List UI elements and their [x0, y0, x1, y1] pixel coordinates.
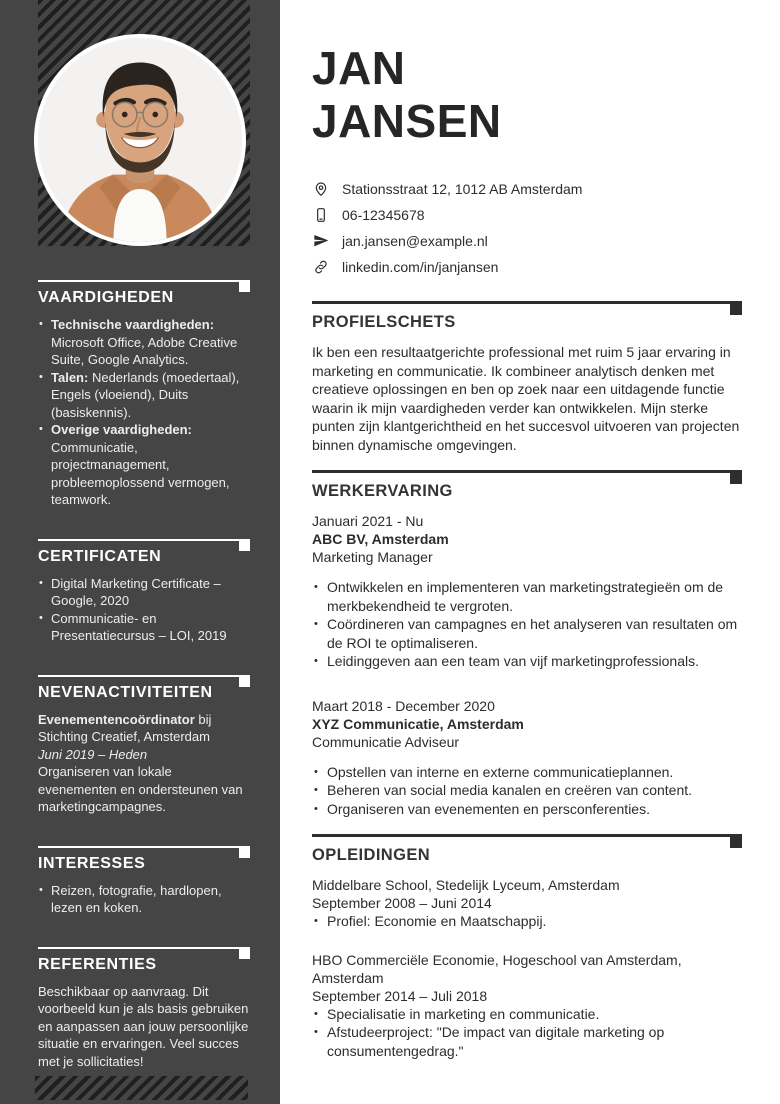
list-item: • Organiseren van evenementen en persconferenties. — [312, 800, 742, 819]
phone-icon — [312, 206, 329, 223]
profile-text: Ik ben een resultaatgerichte professional met ruim 5 jaar ervaring in marketing en communicatie. Ik combineer analytisch denken met creatieve oplossingen en ben op zoek naar een uitdagende functie waarin ik mijn vaardigheden verder kan ontwikkelen. Mijn sterke punten zijn klantgerichtheid en het succesvol uitvoeren van projecten binnen dynamische omgevingen. — [312, 344, 740, 453]
divider-square — [730, 304, 742, 315]
sidebar — [0, 0, 280, 1104]
contact-email-text: jan.jansen@example.nl — [342, 232, 488, 249]
sidebar-section-skills — [38, 280, 250, 509]
contact-address-text: Stationsstraat 12, 1012 AB Amsterdam — [342, 180, 583, 197]
job-bullet-list — [312, 763, 742, 819]
activity-role-suffix: bij Stichting Creatief, Amsterdam — [38, 711, 212, 744]
education-bullet-list — [312, 1005, 742, 1061]
location-icon — [312, 180, 329, 197]
section-title-education: OPLEIDINGEN — [312, 846, 431, 864]
contact-list — [312, 180, 742, 275]
profile-photo — [34, 34, 246, 246]
divider-square — [730, 473, 742, 484]
divider-square — [730, 837, 742, 848]
list-item: • Coördineren van campagnes en het analyseren van resultaten om de ROI te optimaliseren. — [312, 615, 742, 652]
divider-square — [239, 677, 250, 687]
main-column — [280, 0, 780, 1104]
education-period: September 2008 – Juni 2014 — [312, 895, 492, 911]
section-title-interests: INTERESSES — [38, 854, 146, 872]
photo-area — [0, 0, 280, 246]
skill-text: Communicatie, projectmanagement, probleemoplossend vermogen, teamwork. — [51, 439, 230, 507]
divider-square — [239, 848, 250, 858]
education-entry — [312, 951, 742, 1061]
skill-label: Technische vaardigheden: — [51, 317, 215, 332]
list-item: • Afstudeerproject: "De impact van digitale marketing op consumentengedrag." — [312, 1023, 742, 1060]
contact-email — [312, 232, 742, 249]
section-divider — [312, 834, 742, 837]
list-item: • Profiel: Economie en Maatschappij. — [312, 912, 742, 931]
references-text: Beschikbaar op aanvraag. Dit voorbeeld kun je als basis gebruiken en aanpassen aan jouw persoonlijke situatie en ervaringen. Veel succes met je sollicitaties! — [38, 983, 249, 1069]
section-title-skills: VAARDIGHEDEN — [38, 289, 174, 306]
section-divider — [38, 280, 250, 282]
list-item: • Reizen, fotografie, hardlopen, lezen en koken. — [38, 882, 250, 917]
skills-list — [38, 316, 250, 509]
list-item: • Communicatie- en Presentatiecursus – LOI, 2019 — [38, 610, 250, 645]
section-divider — [38, 947, 250, 949]
last-name: JANSEN — [312, 95, 502, 147]
list-item — [38, 316, 250, 369]
job-entry — [312, 697, 742, 819]
job-period: Maart 2018 - December 2020 — [312, 697, 495, 714]
list-item: • Leidinggeven aan een team van vijf marketingprofessionals. — [312, 652, 742, 671]
activity-description: Organiseren van lokale evenementen en ondersteunen van marketingcampagnes. — [38, 764, 243, 814]
job-role: Communicatie Adviseur — [312, 733, 460, 750]
job-entry — [312, 512, 742, 671]
contact-linkedin-text: linkedin.com/in/janjansen — [342, 258, 499, 275]
section-title-experience: WERKERVARING — [312, 482, 453, 500]
education-school: Middelbare School, Stedelijk Lyceum, Amsterdam — [312, 877, 620, 893]
list-item — [38, 421, 250, 509]
job-period: Januari 2021 - Nu — [312, 513, 424, 529]
activity-role: Evenementencoördinator — [38, 711, 195, 727]
divider-square — [239, 282, 250, 292]
section-divider — [312, 470, 742, 473]
education-bullet-list — [312, 912, 742, 931]
diagonal-stripes-bottom — [35, 1076, 248, 1100]
contact-phone-text: 06-12345678 — [342, 206, 425, 223]
education-entry — [312, 876, 742, 931]
divider-square — [239, 541, 250, 551]
certificates-list — [38, 575, 250, 645]
interests-list — [38, 882, 250, 917]
list-item: • Beheren van social media kanalen en creëren van content. — [312, 781, 742, 800]
skill-text: Microsoft Office, Adobe Creative Suite, Google Analytics. — [51, 334, 238, 367]
job-bullet-list — [312, 578, 742, 671]
contact-address — [312, 180, 742, 197]
skill-label: Talen: — [51, 369, 89, 385]
section-divider — [312, 301, 742, 304]
main-section-profile — [312, 301, 742, 454]
main-section-experience — [312, 470, 742, 818]
link-icon — [312, 258, 329, 275]
list-item: • Opstellen van interne en externe communicatieplannen. — [312, 763, 742, 782]
section-title-references: REFERENTIES — [38, 955, 157, 973]
section-divider — [38, 675, 250, 677]
list-item: • Digital Marketing Certificate – Google, 2020 — [38, 575, 250, 610]
job-company: XYZ Communicatie, Amsterdam — [312, 715, 524, 732]
list-item: • Ontwikkelen en implementeren van marketingstrategieën om de merkbekendheid te vergroten. — [312, 578, 742, 615]
activity-period: Juni 2019 – Heden — [38, 746, 148, 762]
list-item — [38, 369, 250, 422]
contact-linkedin — [312, 258, 742, 275]
activity-role-line — [38, 711, 250, 746]
section-divider — [38, 539, 250, 541]
list-item: • Specialisatie in marketing en communicatie. — [312, 1005, 742, 1024]
sidebar-section-activities — [38, 675, 250, 816]
first-name: JAN — [312, 42, 406, 94]
sidebar-section-certificates — [38, 539, 250, 645]
job-company: ABC BV, Amsterdam — [312, 531, 449, 547]
section-title-profile: PROFIELSCHETS — [312, 313, 456, 331]
send-icon — [312, 232, 329, 249]
contact-phone — [312, 206, 742, 223]
education-period: September 2014 – Juli 2018 — [312, 987, 488, 1004]
avatar-illustration — [38, 38, 242, 242]
section-title-certificates: CERTIFICATEN — [38, 547, 162, 565]
section-divider — [38, 846, 250, 848]
education-school: HBO Commerciële Economie, Hogeschool van Amsterdam, Amsterdam — [312, 951, 682, 986]
section-title-activities: NEVENACTIVITEITEN — [38, 683, 213, 701]
sidebar-section-interests — [38, 846, 250, 917]
main-section-education — [312, 834, 742, 1060]
skill-label: Overige vaardigheden: — [51, 422, 192, 437]
divider-square — [239, 949, 250, 959]
page-title — [312, 42, 742, 148]
sidebar-section-references — [38, 947, 250, 1071]
skill-text: Nederlands (moedertaal), Engels (vloeiend), Duits (basiskennis). — [51, 369, 240, 420]
job-role: Marketing Manager — [312, 549, 433, 565]
